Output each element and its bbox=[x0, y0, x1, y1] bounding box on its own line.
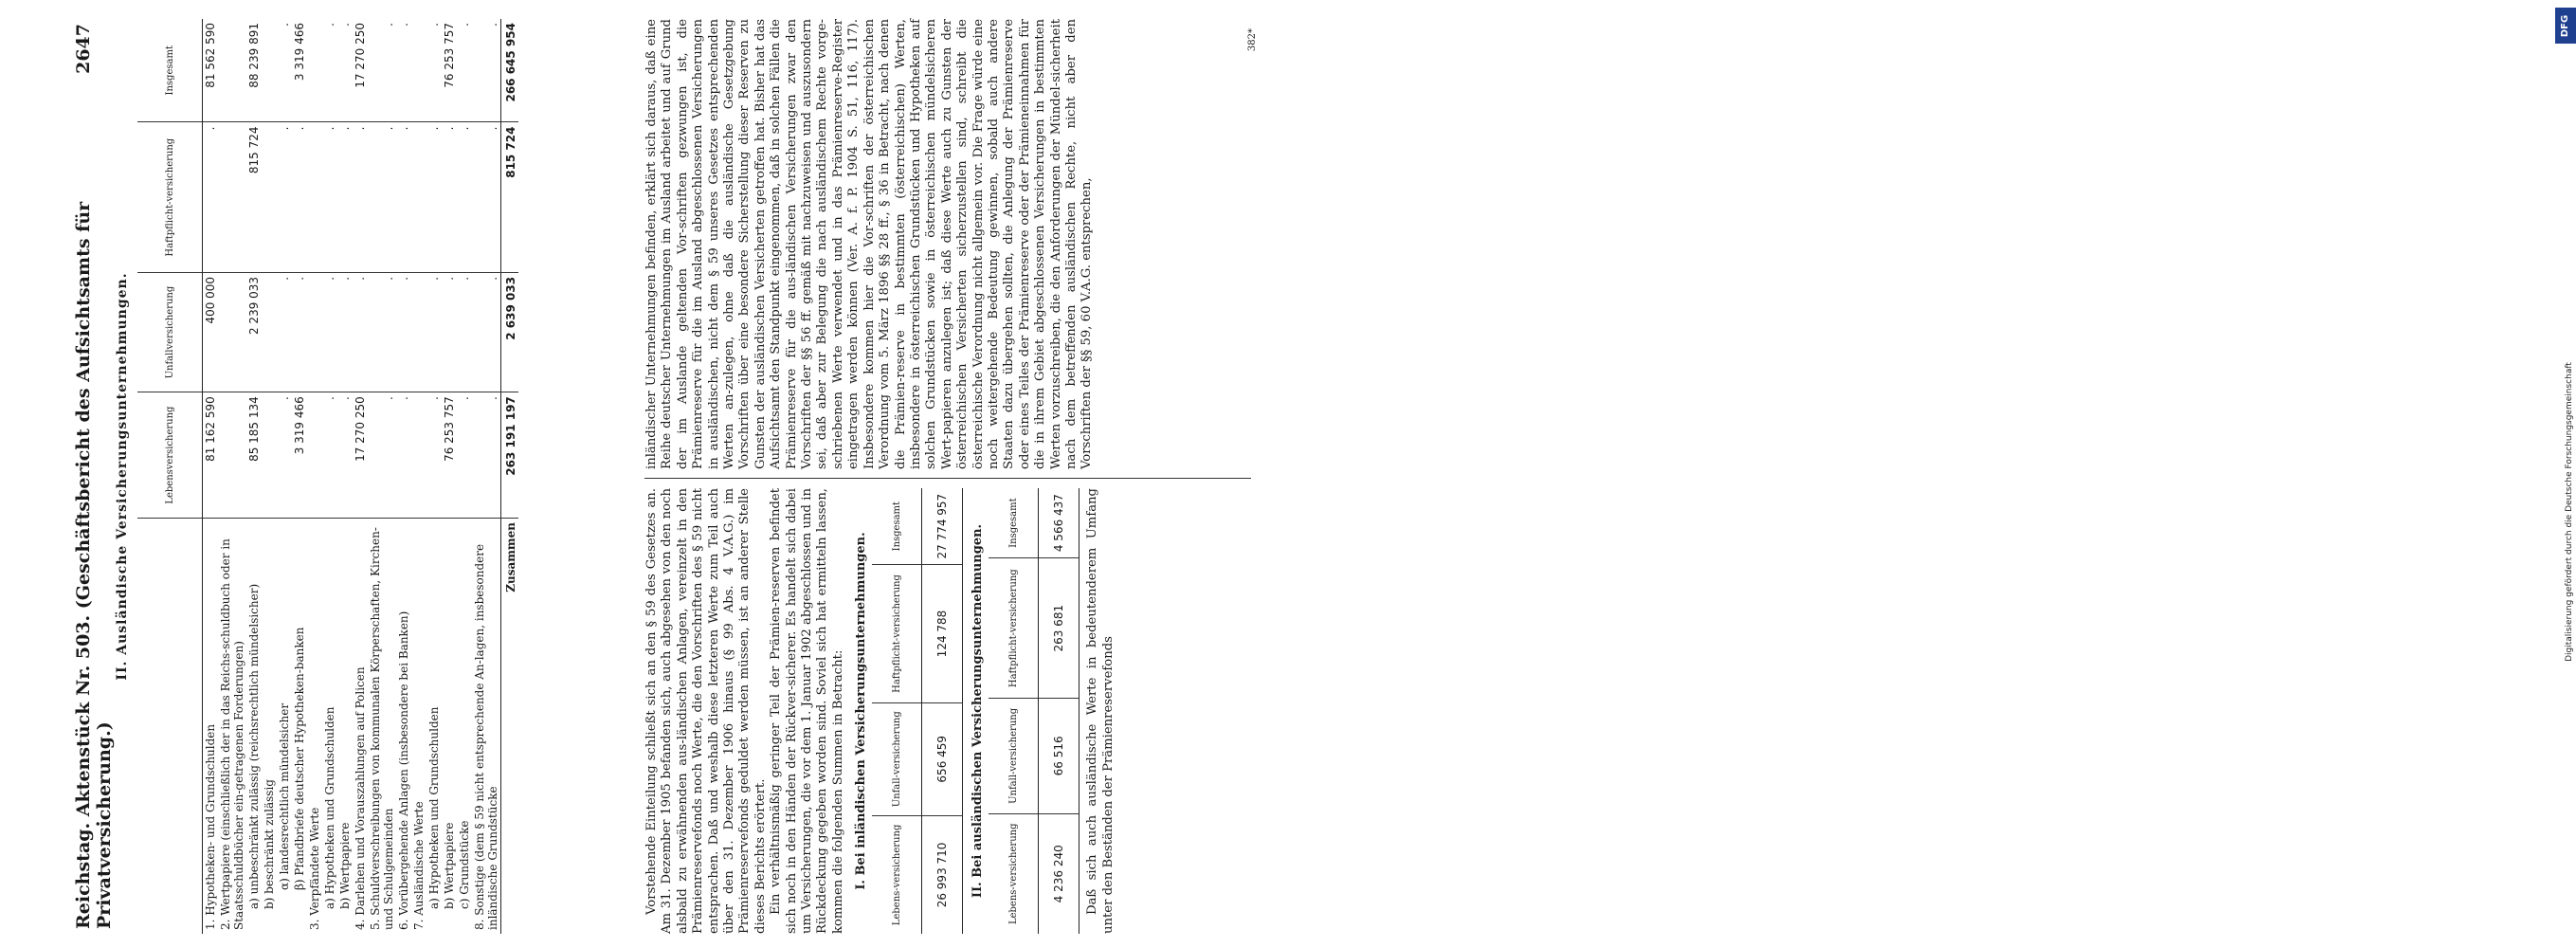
cell-value: . bbox=[472, 272, 501, 392]
cell-value: 26 993 710 bbox=[922, 815, 963, 934]
row-label: β) Pfandbriefe deutscher Hypotheken-banken bbox=[293, 627, 306, 890]
column-header: Lebens-versicherung bbox=[872, 815, 922, 934]
table-row bbox=[426, 19, 442, 934]
row-label: a) Hypotheken und Grundschulden bbox=[323, 706, 336, 909]
column-header: Unfallversicherung bbox=[137, 272, 203, 392]
dfg-logo: DFG bbox=[2555, 8, 2576, 44]
cell-value: . bbox=[277, 19, 292, 122]
cell-value: 400 000 bbox=[203, 272, 219, 392]
table-row bbox=[307, 19, 322, 934]
cell-value: . bbox=[368, 272, 396, 392]
table-row bbox=[442, 19, 457, 934]
total-value: 2 639 033 bbox=[501, 272, 519, 392]
cell-value: . bbox=[203, 122, 219, 272]
cell-value: . bbox=[277, 272, 292, 392]
cell-value bbox=[262, 392, 277, 519]
cell-value bbox=[411, 122, 426, 272]
table-row bbox=[203, 19, 219, 934]
cell-value: . bbox=[337, 19, 353, 122]
total-row bbox=[501, 19, 519, 934]
total-value: 815 724 bbox=[501, 122, 519, 272]
table-row bbox=[337, 19, 353, 934]
cell-value: . bbox=[396, 19, 411, 122]
column-header: Insgesamt bbox=[872, 488, 922, 565]
cell-value: . bbox=[292, 122, 307, 272]
section-title: II. Ausländische Versicherungsunternehmungen. bbox=[115, 272, 130, 681]
cell-value: . bbox=[426, 19, 442, 122]
cell-value bbox=[262, 19, 277, 122]
table-row bbox=[396, 19, 411, 934]
total-label: Zusammen bbox=[501, 519, 519, 935]
cell-value: . bbox=[396, 392, 411, 519]
table-row bbox=[368, 19, 396, 934]
row-label: a) unbeschränkt zulässig (reichsrechtlich mündelsicher) bbox=[247, 583, 261, 909]
paragraph: Ein verhältnismäßig geringer Teil der Prämien-reserven befindet sich noch in den Händen der Rückver-sicherer. Es handelt sich dabei um Versicherungen, die vor dem 1. Januar 1902 abgeschlossen und in Rückdeckung gegeben worden sind. Soviel sich hat ermitteln lassen, kommen die folgenden Summen in Betracht: bbox=[769, 488, 845, 934]
row-label: 4. Darlehen und Vorauszahlungen auf Policen bbox=[354, 666, 367, 930]
row-label: b) beschränkt zulässig bbox=[263, 779, 276, 909]
cell-value: . bbox=[396, 122, 411, 272]
cell-value: 124 788 bbox=[922, 565, 963, 702]
cell-value: . bbox=[337, 122, 353, 272]
signature-mark: 382* bbox=[1247, 28, 1258, 52]
column-header bbox=[137, 519, 203, 935]
table-row bbox=[472, 19, 501, 934]
cell-value: . bbox=[472, 122, 501, 272]
row-label: b) Wertpapiere bbox=[338, 822, 352, 909]
cell-value bbox=[411, 392, 426, 519]
cell-value bbox=[218, 122, 246, 272]
cell-value: . bbox=[472, 392, 501, 519]
cell-value: 81 162 590 bbox=[203, 392, 219, 519]
cell-value: . bbox=[368, 392, 396, 519]
cell-value: . bbox=[368, 19, 396, 122]
table-row bbox=[322, 19, 337, 934]
digitization-sidebar bbox=[1268, 0, 2574, 948]
cell-value: 656 459 bbox=[922, 702, 963, 815]
cell-value: . bbox=[277, 122, 292, 272]
column-header: Lebens-versicherung bbox=[989, 813, 1039, 934]
row-label: 8. Sonstige (dem § 59 nicht entsprechende An-lagen, insbesondere inländische Grundstücke bbox=[473, 543, 499, 930]
table-row bbox=[411, 19, 426, 934]
row-label: b) Wertpapiere bbox=[443, 822, 456, 909]
cell-value: . bbox=[442, 122, 457, 272]
cell-value: 3 319 466 bbox=[292, 392, 307, 519]
cell-value: . bbox=[353, 272, 368, 392]
cell-value: . bbox=[457, 19, 472, 122]
page-header bbox=[52, 19, 115, 934]
cell-value: 3 319 466 bbox=[292, 19, 307, 122]
column-divider bbox=[644, 478, 1251, 479]
cell-value bbox=[411, 19, 426, 122]
cell-value: . bbox=[457, 392, 472, 519]
column-header: Haftpflicht-versicherung bbox=[989, 558, 1039, 699]
cell-value: . bbox=[426, 272, 442, 392]
right-column bbox=[644, 19, 1096, 469]
table-row bbox=[246, 19, 262, 934]
column-header: Insgesamt bbox=[137, 19, 203, 122]
cell-value: . bbox=[322, 272, 337, 392]
table-row bbox=[292, 19, 307, 934]
total-value: 263 191 197 bbox=[501, 392, 519, 519]
digitization-note: Digitalisierung gefördert durch die Deutsche Forschungsgemeinschaft bbox=[2565, 362, 2574, 662]
cell-value bbox=[262, 272, 277, 392]
cell-value: 815 724 bbox=[246, 122, 262, 272]
cell-value: . bbox=[353, 122, 368, 272]
table-row bbox=[922, 488, 963, 934]
paragraph: Vorstehende Einteilung schließt sich an den § 59 des Gesetzes an. Am 31. Dezember 1905 befanden sich, auch abgesehen von den noch alsbald zu erwähnenden aus-ländischen Anlagen, vereinzelt in den Prämienreservefonds noch Werte, die den Vorschriften des § 59 nicht entsprachen. Daß und weshalb diese letzteren Werte zum Teil auch über den 31. Dezember 1906 hinaus (§ 99 Abs. 4 V.A.G.) im Prämienreservefonds geduldet werden müssen, ist an anderer Stelle dieses Berichts erörtert. bbox=[644, 488, 768, 934]
row-label: α) landesrechtlich mündelsicher bbox=[278, 702, 291, 890]
cell-value: . bbox=[292, 272, 307, 392]
cell-value bbox=[307, 392, 322, 519]
cell-value: 2 239 033 bbox=[246, 272, 262, 392]
cell-value bbox=[218, 19, 246, 122]
subheading-foreign: II. Bei ausländischen Versicherungsunternehmungen. bbox=[971, 523, 986, 899]
table-row bbox=[1039, 488, 1079, 934]
column-header: Insgesamt bbox=[989, 488, 1039, 558]
cell-value: 85 185 134 bbox=[246, 392, 262, 519]
row-label: c) Grundstücke bbox=[458, 820, 471, 909]
cell-value: . bbox=[426, 122, 442, 272]
cell-value bbox=[307, 272, 322, 392]
header-title: Reichstag. Aktenstück Nr. 503. (Geschäftsbericht des Aufsichtsamts für Privatversicherung.) bbox=[73, 201, 115, 929]
column-header: Lebensversicherung bbox=[137, 392, 203, 519]
cell-value: . bbox=[337, 272, 353, 392]
table-row bbox=[457, 19, 472, 934]
cell-value: 81 562 590 bbox=[203, 19, 219, 122]
cell-value: 4 566 437 bbox=[1039, 488, 1079, 558]
cell-value: 263 681 bbox=[1039, 558, 1079, 699]
cell-value: . bbox=[368, 122, 396, 272]
page-number: 2647 bbox=[73, 24, 94, 74]
table-row bbox=[218, 19, 246, 934]
row-label: 6. Vorübergehende Anlagen (insbesondere bei Banken) bbox=[397, 611, 410, 930]
cell-value: 88 239 891 bbox=[246, 19, 262, 122]
column-header: Haftpflicht-versicherung bbox=[872, 565, 922, 702]
column-header: Unfall-versicherung bbox=[989, 699, 1039, 813]
cell-value: . bbox=[457, 122, 472, 272]
cell-value: 4 236 240 bbox=[1039, 813, 1079, 934]
text-section bbox=[644, 19, 1265, 934]
cell-value: . bbox=[322, 19, 337, 122]
cell-value: . bbox=[322, 392, 337, 519]
cell-value: 66 516 bbox=[1039, 699, 1079, 813]
cell-value: 76 253 757 bbox=[442, 19, 457, 122]
cell-value: . bbox=[277, 392, 292, 519]
paragraph: inländischer Unternehmungen befinden, erklärt sich daraus, daß eine Reihe deutscher Unternehmungen im Ausland arbeitet und auf Grund der im Auslande geltenden Vor-schriften gezwungen ist, die Prämienreserve für die im Ausland abgeschlossenen Versicherungen in ausländischen, nicht dem § 59 unseres Gesetzes entsprechenden Werten an-zulegen, ohne daß die ausländische Gesetzgebung Vorschriften über eine besondere Sicherstellung dieser Reserven zu Gunsten der ausländischen Versicherten getroffen hat. Bisher hat das Aufsichtsamt den Standpunkt eingenommen, daß in solchen Fällen die Prämienreserve für die aus-ländischen Versicherungen zwar den Vorschriften der §§ 56 ff. gemäß mit nachzuweisen und auszusondern sei, daß aber zur Belegung die nach ausländischem Rechte vorge-schriebenen Werte verwendet und in das Prämienreserve-Register eingetragen werden können (Ver. A. f. P. 1904 S. 51, 116, 117). Insbesondere kommen hier die Vor-schriften der österreichischen Verordnung vom 5. März 1896 §§ 28 ff., § 36 in Betracht, nach denen die Prämien-reserve in bestimmten (österreichischen) Werten, insbesondere in österreichischen Grundstücken und Hypotheken auf solchen Grundstücken sowie in österreichischen mündelsicheren Wert-papieren anzulegen ist; daß diese Werte auch zu Gunsten der österreichischen Versicherten sicherzustellen sind, schreibt die österreichische Verordnung nicht allgemein vor. Die Frage würde eine noch weitergehende Bedeutung gewinnen, sobald auch andere Staaten dazu übergehen sollten, die Anlegung der Prämienreserve oder eines Teiles der Prämienreserve oder der Prämieneinnahmen für die in ihrem Gebiet abgeschlossenen Versicherungen in bestimmten Werten vorzuschreiben, die den Anforderungen der Mündel-sicherheit nach dem betreffenden ausländischen Rechte, nicht aber den Vorschriften der §§ 59, 60 V.A.G. entsprechen, bbox=[644, 19, 1095, 469]
cell-value: . bbox=[472, 19, 501, 122]
subheading-domestic: I. Bei inländischen Versicherungsunternehmungen. bbox=[854, 532, 869, 890]
cell-value bbox=[307, 19, 322, 122]
cell-value: 17 270 250 bbox=[353, 392, 368, 519]
row-label: 1. Hypotheken- und Grundschulden bbox=[204, 723, 217, 930]
foreign-companies-section bbox=[109, 19, 640, 934]
row-label: 2. Wertpapiere (einschließlich der in das Reichs-schuldbuch oder in Staatsschuldbücher ein-getragenen Forderungen) bbox=[219, 538, 245, 930]
cell-value: . bbox=[337, 392, 353, 519]
table-row bbox=[353, 19, 368, 934]
cell-value: 76 253 757 bbox=[442, 392, 457, 519]
cell-value bbox=[307, 122, 322, 272]
reinsurance-foreign-table bbox=[989, 488, 1079, 934]
row-label: 3. Verpfändete Werte bbox=[308, 807, 321, 930]
total-value: 266 645 954 bbox=[501, 19, 519, 122]
reinsurance-domestic-table bbox=[872, 488, 963, 934]
row-label: a) Hypotheken und Grundschulden bbox=[427, 706, 441, 909]
cell-value bbox=[262, 122, 277, 272]
row-label: 7. Ausländische Werte bbox=[412, 801, 426, 930]
cell-value: . bbox=[457, 272, 472, 392]
cell-value: 27 774 957 bbox=[922, 488, 963, 565]
paragraph: Daß sich auch ausländische Werte in bedeutenderem Umfang unter den Beständen der Prämienreservefonds bbox=[1085, 488, 1116, 934]
column-header: Haftpflicht-versicherung bbox=[137, 122, 203, 272]
cell-value: . bbox=[426, 392, 442, 519]
row-label: 5. Schuldverschreibungen von kommunalen Körperschaften, Kirchen- und Schulgemeinden bbox=[369, 527, 395, 930]
table-row bbox=[262, 19, 277, 934]
left-column bbox=[644, 488, 1116, 934]
table-row bbox=[277, 19, 292, 934]
column-header: Unfall-versicherung bbox=[872, 702, 922, 815]
cell-value bbox=[218, 392, 246, 519]
cell-value bbox=[218, 272, 246, 392]
cell-value bbox=[411, 272, 426, 392]
cell-value: . bbox=[322, 122, 337, 272]
assets-table bbox=[137, 19, 518, 934]
cell-value: . bbox=[396, 272, 411, 392]
document-page bbox=[52, 19, 1265, 934]
cell-value: 17 270 250 bbox=[353, 19, 368, 122]
cell-value: . bbox=[442, 272, 457, 392]
